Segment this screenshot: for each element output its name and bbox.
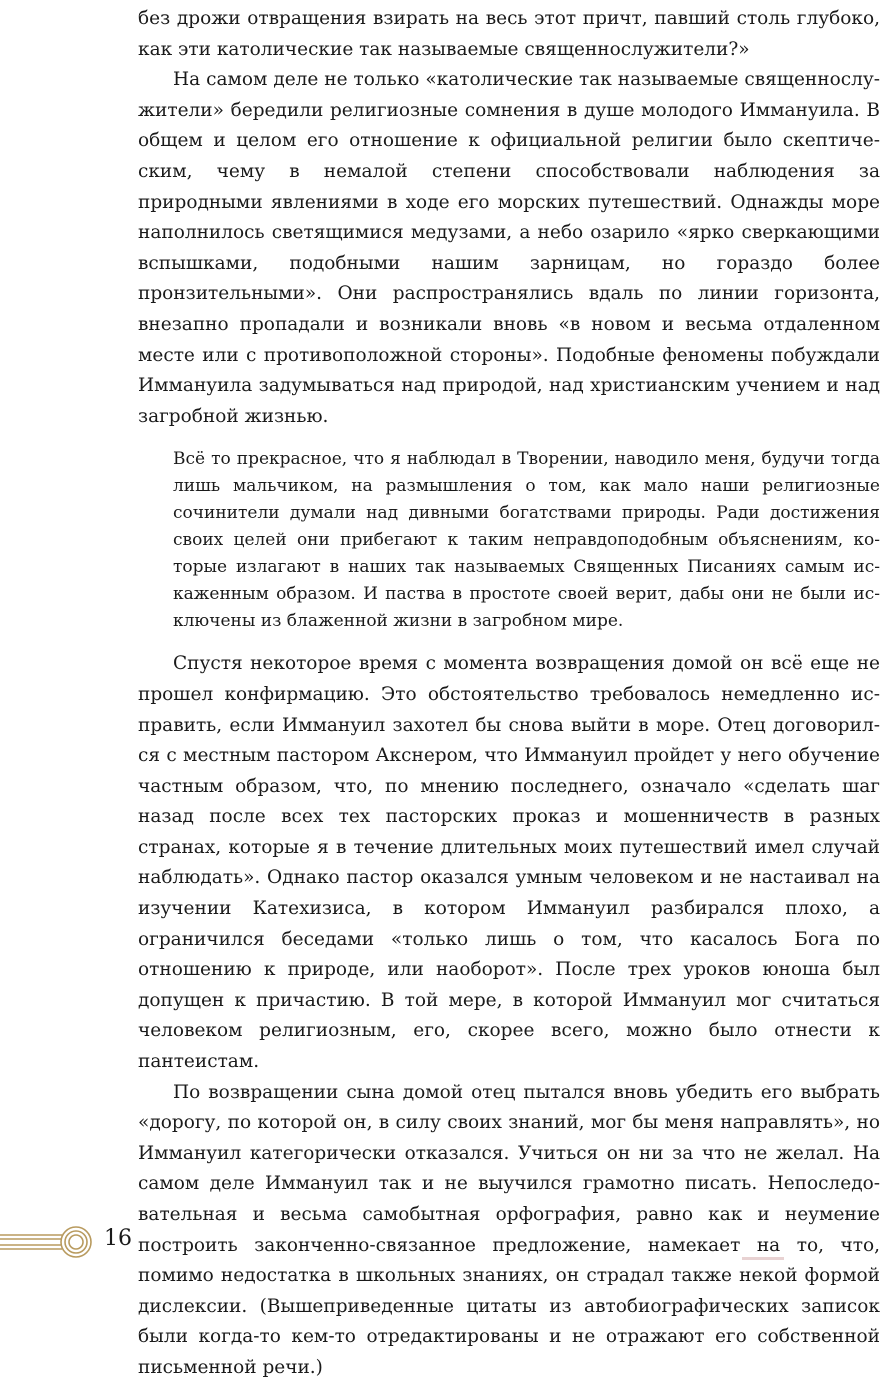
footer-ornament-icon: [0, 1222, 100, 1262]
paragraph-3: Спустя некоторое время с момента возвращения домой он всё еще не прошел конфирмацию. Это обстоятельство требовалось немедленно исправить, если Иммануил захотел бы снова выйти в море. Отец договорился с местным пастором Акснером, что Иммануил пройдет у него обучение частным образом, что, по мнению последнего, означало «сделать шаг назад после всех тех пасторских проказ и мошенничеств в разных странах, которые я в течение длительных моих путешествий имел случай наблюдать». Однако пастор оказался умным человеком и не настаивал на изучении Катехизиса, в котором Иммануил разбирался плохо, а ограничился беседами «только лишь о том, что касалось Бога по отношению к природе, или наоборот». После трех уроков юноша был допущен к причастию. В той мере, в которой Иммануил мог считаться человеком религиозным, его, скорее всего, можно было отнести к пантеистам.: [138, 653, 880, 1073]
page-number: 16: [104, 1226, 132, 1251]
paragraph-1: без дрожи отвращения взирать на весь этот причт, павший столь глубоко, как эти католические так называемые священнослужители?»: [138, 8, 880, 60]
block-quote: Всё то прекрасное, что я наблюдал в Творении, наводило меня, будучи тогда лишь мальчиком, на размышления о том, как мало наши религиозные сочинители думали над дивными богатствами природы. Ради достижения своих целей они прибегают к таким неправдоподобным объяснениям, которые излагают в наших так называемых Священных Писаниях самым искаженным образом. И паства в простоте своей верит, дабы они не были исключены из блаженной жизни в загробном мире.: [173, 449, 880, 632]
paragraph-4: По возвращении сына домой отец пытался вновь убедить его выбрать «дорогу, по которой он, в силу своих знаний, мог бы меня направлять», но Иммануил категорически отказался. Учиться он ни за что не желал. На самом деле Иммануил так и не выучился грамотно писать. Непоследовательная и весьма самобытная орфография, равно как и неумение построить законченно-связанное предложение, намекает на то, что, помимо недостатка в школьных знаниях, он страдал также некой формой дислексии. (Вышеприведенные цитаты из автобиографических записок были когда-то кем-то отредактированы и не отражают его собственной письменной речи.): [138, 1081, 880, 1378]
paragraph-2: На самом деле не только «католические так называемые священнослужители» бередили религиозные сомнения в душе молодого Иммануила. В общем и целом его отношение к официальной религии было скептическим, чему в немалой степени способствовали наблюдения за природными явлениями в ходе его морских путешествий. Однажды море наполнилось светящимися медузами, а небо озарило «ярко сверкающими вспышками, подобными нашим зарницам, но гораздо более пронзительными». Они распространялись вдаль по линии горизонта, внезапно пропадали и возникали вновь «в новом и весьма отдаленном месте или с противоположной стороны». Подобные феномены побуждали Иммануила задумываться над природой, над христианским учением и над загробной жизнью.: [138, 69, 880, 427]
corner-mark: [742, 1257, 784, 1260]
page-body: [138, 4, 880, 1384]
